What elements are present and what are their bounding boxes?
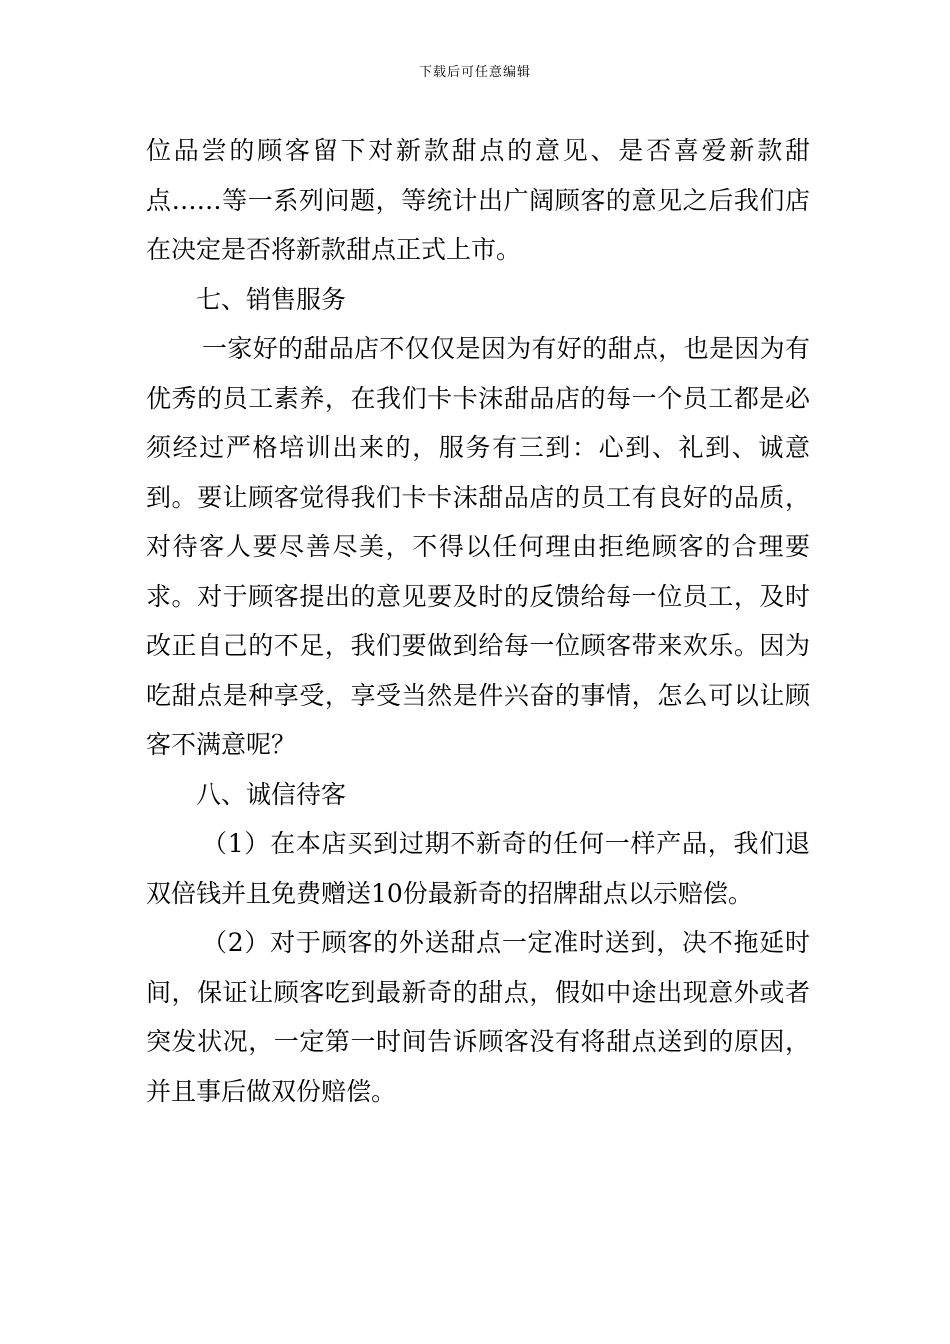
section-heading-honest-service: 八、诚信待客: [196, 779, 347, 809]
paragraph-item-1: （1）在本店买到过期不新奇的任何一样产品，我们退双倍钱并且免费赠送10份最新奇的招牌甜点以示赔偿。: [146, 829, 810, 908]
document-body: [146, 126, 810, 1116]
paragraph-sales-service: 一家好的甜品店不仅仅是因为有好的甜点，也是因为有优秀的员工素养，在我们卡卡沫甜品店的每一个员工都是必须经过严格培训出来的，服务有三到：心到、礼到、诚意到。要让顾客觉得我们卡卡沫甜品店的员工有良好的品质，对待客人要尽善尽美，不得以任何理由拒绝顾客的合理要求。对于顾客提出的意见要及时的反馈给每一位员工，及时改正自己的不足，我们要做到给每一位顾客带来欢乐。因为吃甜点是种享受，享受当然是件兴奋的事情，怎么可以让顾客不满意呢？: [146, 334, 810, 759]
paragraph-continuation: 位品尝的顾客留下对新款甜点的意见、是否喜爱新款甜点……等一系列问题，等统计出广阔顾客的意见之后我们店在决定是否将新款甜点正式上市。: [146, 136, 810, 264]
page-header: 下载后可任意编辑: [418, 65, 531, 80]
paragraph-item-2: （2）对于顾客的外送甜点一定准时送到，决不拖延时间，保证让顾客吃到最新奇的甜点，假如中途出现意外或者突发状况，一定第一时间告诉顾客没有将甜点送到的原因，并且事后做双份赔偿。: [146, 928, 810, 1106]
section-heading-sales-service: 七、销售服务: [196, 284, 347, 314]
